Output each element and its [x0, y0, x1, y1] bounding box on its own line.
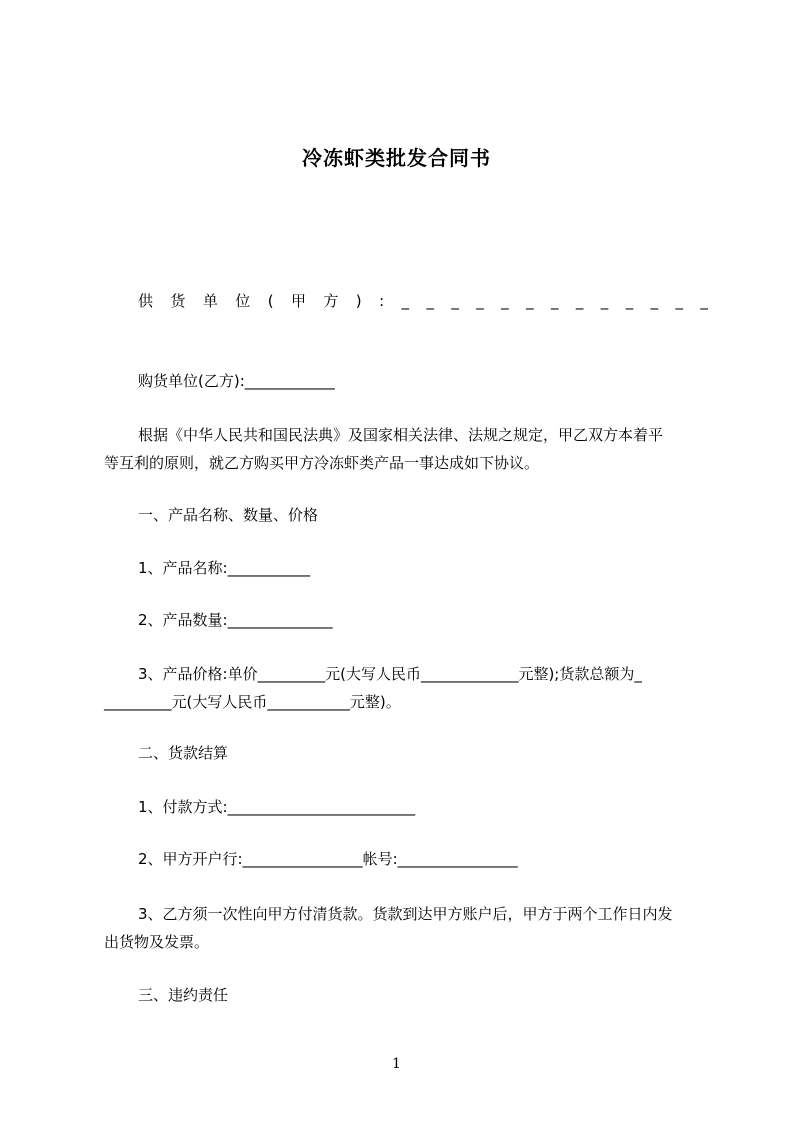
supplier-char: 位 [235, 292, 251, 310]
supplier-char: 甲 [290, 292, 306, 310]
page-title: 冷冻虾类批发合同书 [302, 146, 491, 170]
payment-terms-line-1: 3、乙方须一次性向甲方付清货款。货款到达甲方账户后，甲方于两个工作日内发 [138, 905, 673, 923]
blank-underline: _ [600, 292, 609, 310]
supplier-char: ) [355, 292, 362, 310]
intro-line-1: 根据《中华人民共和国民法典》及国家相关法律、法规之规定，甲乙双方本着平 [138, 426, 664, 444]
blank-underline: _ [526, 292, 534, 310]
price-line-2: _________元(大写人民币___________元整)。 [104, 693, 401, 711]
supplier-char: : [379, 292, 385, 310]
payment-terms-paragraph [104, 900, 708, 956]
buyer-line: 购货单位(乙方):____________ [138, 372, 335, 390]
bank-account-line: 2、甲方开户行:________________帐号:________________ [138, 850, 518, 868]
blank-underline: _ [675, 292, 683, 310]
blank-underline: _ [476, 292, 484, 310]
supplier-char: 单 [202, 292, 218, 310]
blank-underline: _ [700, 292, 708, 310]
supplier-char: 供 [138, 292, 154, 310]
blank-underline: _ [550, 292, 559, 310]
blank-underline: _ [625, 292, 634, 310]
section-heading-1: 一、产品名称、数量、价格 [138, 506, 319, 524]
blank-underline: _ [401, 292, 410, 310]
product-name-line: 1、产品名称:___________ [138, 559, 311, 577]
blank-underline: _ [650, 292, 659, 310]
supplier-line [138, 291, 708, 311]
price-line-1: 3、产品价格:单价_________元(大写人民币_____________元整);货款总额为_ [138, 665, 642, 683]
product-quantity-line: 2、产品数量:______________ [138, 611, 333, 629]
intro-line-2: 等互利的原则，就乙方购买甲方冷冻虾类产品一事达成如下协议。 [104, 454, 540, 472]
blank-underline: _ [575, 292, 584, 310]
intro-paragraph [104, 421, 708, 477]
product-price-paragraph [104, 660, 708, 716]
supplier-char: 方 [323, 292, 339, 310]
blank-underline: _ [451, 292, 459, 310]
blank-underline: _ [501, 292, 509, 310]
page-number: 1 [392, 1056, 401, 1072]
section-heading-2: 二、货款结算 [138, 744, 229, 762]
blank-underline: _ [426, 292, 434, 310]
payment-method-line: 1、付款方式:_________________________ [138, 798, 416, 816]
supplier-char: 货 [170, 292, 186, 310]
section-heading-3: 三、违约责任 [138, 986, 229, 1004]
payment-terms-line-2: 出货物及发票。 [104, 933, 210, 951]
supplier-char: ( [267, 292, 274, 310]
